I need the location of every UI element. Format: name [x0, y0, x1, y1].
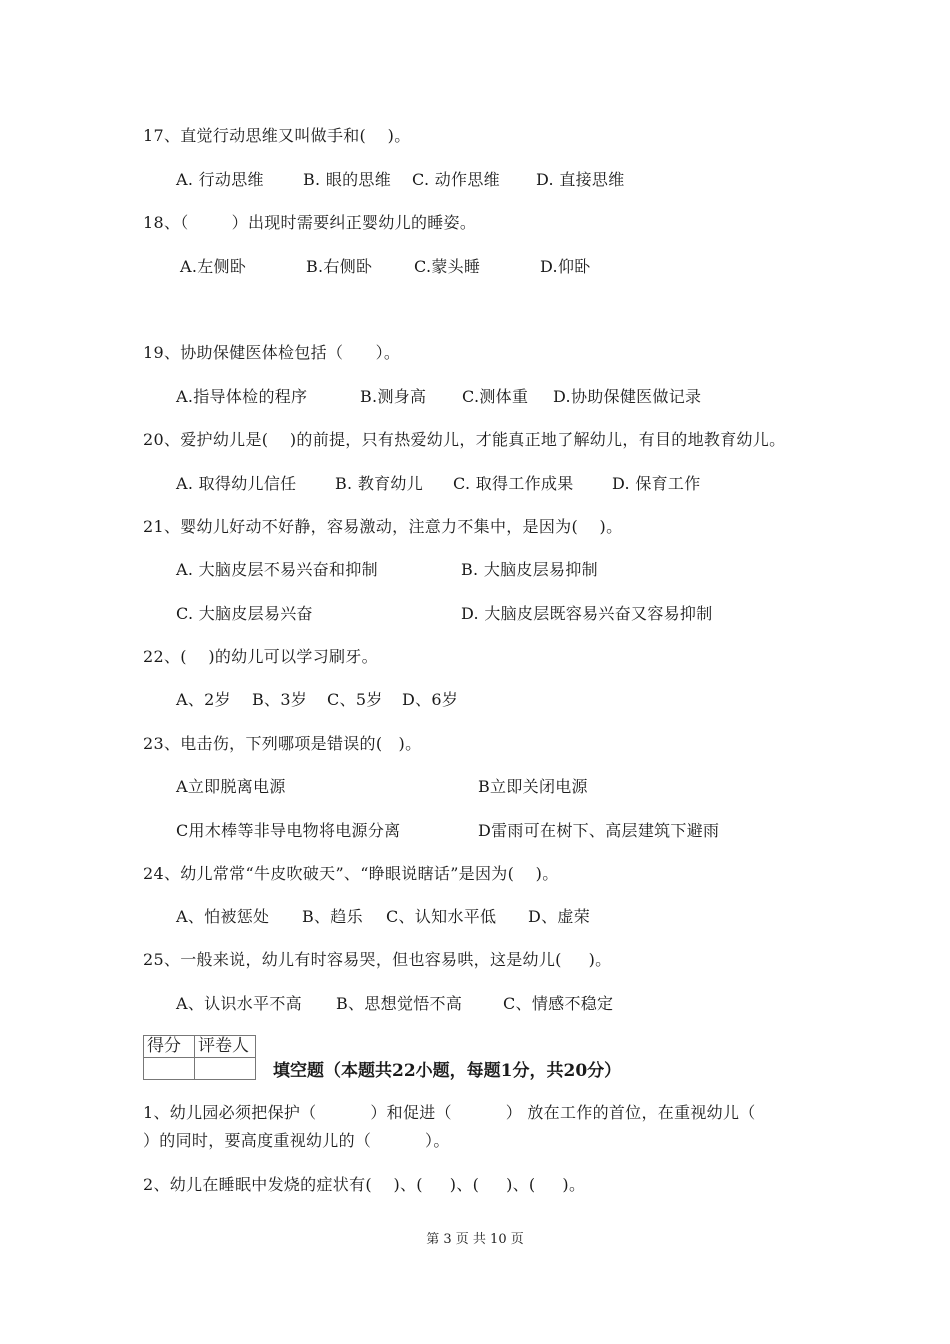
question-18-option-d: D.仰卧 [540, 257, 591, 276]
question-25-option-b: B、思想觉悟不高 [336, 994, 463, 1013]
question-18-option-c: C.蒙头睡 [414, 257, 481, 276]
question-21-option-c: C. 大脑皮层易兴奋 [176, 604, 313, 623]
question-17-option-c: C. 动作思维 [412, 170, 500, 189]
question-24-option-a: A、怕被惩处 [176, 907, 270, 926]
question-24-option-b: B、趋乐 [302, 907, 363, 926]
question-18-option-a: A.左侧卧 [180, 257, 247, 276]
question-17-option-d: D. 直接思维 [536, 170, 625, 189]
question-18-option-b: B.右侧卧 [306, 257, 373, 276]
fill-question-1-line-2: ）的同时，要高度重视幼儿的（ ）。 [143, 1131, 450, 1150]
question-24-option-d: D、虚荣 [528, 907, 591, 926]
question-23-option-c: C用木棒等非导电物将电源分离 [176, 821, 401, 840]
question-19-option-c: C.测体重 [462, 387, 529, 406]
question-17-option-b: B. 眼的思维 [303, 170, 392, 189]
question-19-option-b: B.测身高 [360, 387, 427, 406]
question-22-option-d: D、6岁 [402, 690, 459, 709]
question-18-stem: 18、（ ）出现时需要纠正婴幼儿的睡姿。 [143, 213, 477, 232]
question-20-stem: 20、爱护幼儿是( )的前提，只有热爱幼儿，才能真正地了解幼儿，有目的地教育幼儿。 [143, 430, 786, 449]
question-23-option-d: D雷雨可在树下、高层建筑下避雨 [478, 821, 720, 840]
question-17-stem: 17、直觉行动思维又叫做手和( )。 [143, 126, 411, 145]
question-19-option-a: A.指导体检的程序 [176, 387, 308, 406]
question-19-option-d: D.协助保健医做记录 [553, 387, 702, 406]
question-20-option-b: B. 教育幼儿 [335, 474, 424, 493]
question-23-option-b: B立即关闭电源 [478, 777, 588, 796]
question-25-option-c: C、情感不稳定 [503, 994, 614, 1013]
question-22-option-a: A、2岁 [176, 690, 231, 709]
grader-label: 评卷人 [195, 1036, 256, 1058]
score-cell [144, 1058, 195, 1080]
question-22-stem: 22、( )的幼儿可以学习刷牙。 [143, 647, 378, 666]
question-19-stem: 19、协助保健医体检包括（ ）。 [143, 343, 401, 362]
page-number: 第 3 页 共 10 页 [426, 1232, 524, 1247]
score-box [143, 1035, 256, 1080]
question-21-option-d: D. 大脑皮层既容易兴奋又容易抑制 [461, 604, 713, 623]
score-label: 得分 [144, 1036, 195, 1058]
question-25-option-a: A、认识水平不高 [176, 994, 302, 1013]
fill-question-2: 2、幼儿在睡眠中发烧的症状有( )、( )、( )、( )。 [143, 1175, 586, 1194]
question-20-option-d: D. 保育工作 [612, 474, 701, 493]
fill-question-1-line-1: 1、幼儿园必须把保护（ ）和促进（ ） 放在工作的首位，在重视幼儿（ [143, 1103, 756, 1122]
question-17-option-a: A. 行动思维 [176, 170, 264, 189]
question-21-option-b: B. 大脑皮层易抑制 [461, 560, 598, 579]
question-21-stem: 21、婴幼儿好动不好静，容易激动，注意力不集中，是因为( )。 [143, 517, 623, 536]
question-22-option-b: B、3岁 [252, 690, 308, 709]
question-20-option-a: A. 取得幼儿信任 [176, 474, 297, 493]
question-22-option-c: C、5岁 [327, 690, 383, 709]
question-23-option-a: A立即脱离电源 [176, 777, 286, 796]
question-25-stem: 25、一般来说，幼儿有时容易哭，但也容易哄，这是幼儿( )。 [143, 950, 612, 969]
question-23-stem: 23、电击伤，下列哪项是错误的( )。 [143, 734, 422, 753]
question-24-stem: 24、幼儿常常“牛皮吹破天”、“睁眼说瞎话”是因为( )。 [143, 864, 559, 883]
question-21-option-a: A. 大脑皮层不易兴奋和抑制 [176, 560, 378, 579]
question-20-option-c: C. 取得工作成果 [453, 474, 574, 493]
section-title: 填空题（本题共22小题，每题1分，共20分） [273, 1061, 622, 1081]
question-24-option-c: C、认知水平低 [386, 907, 497, 926]
grader-cell [195, 1058, 256, 1080]
